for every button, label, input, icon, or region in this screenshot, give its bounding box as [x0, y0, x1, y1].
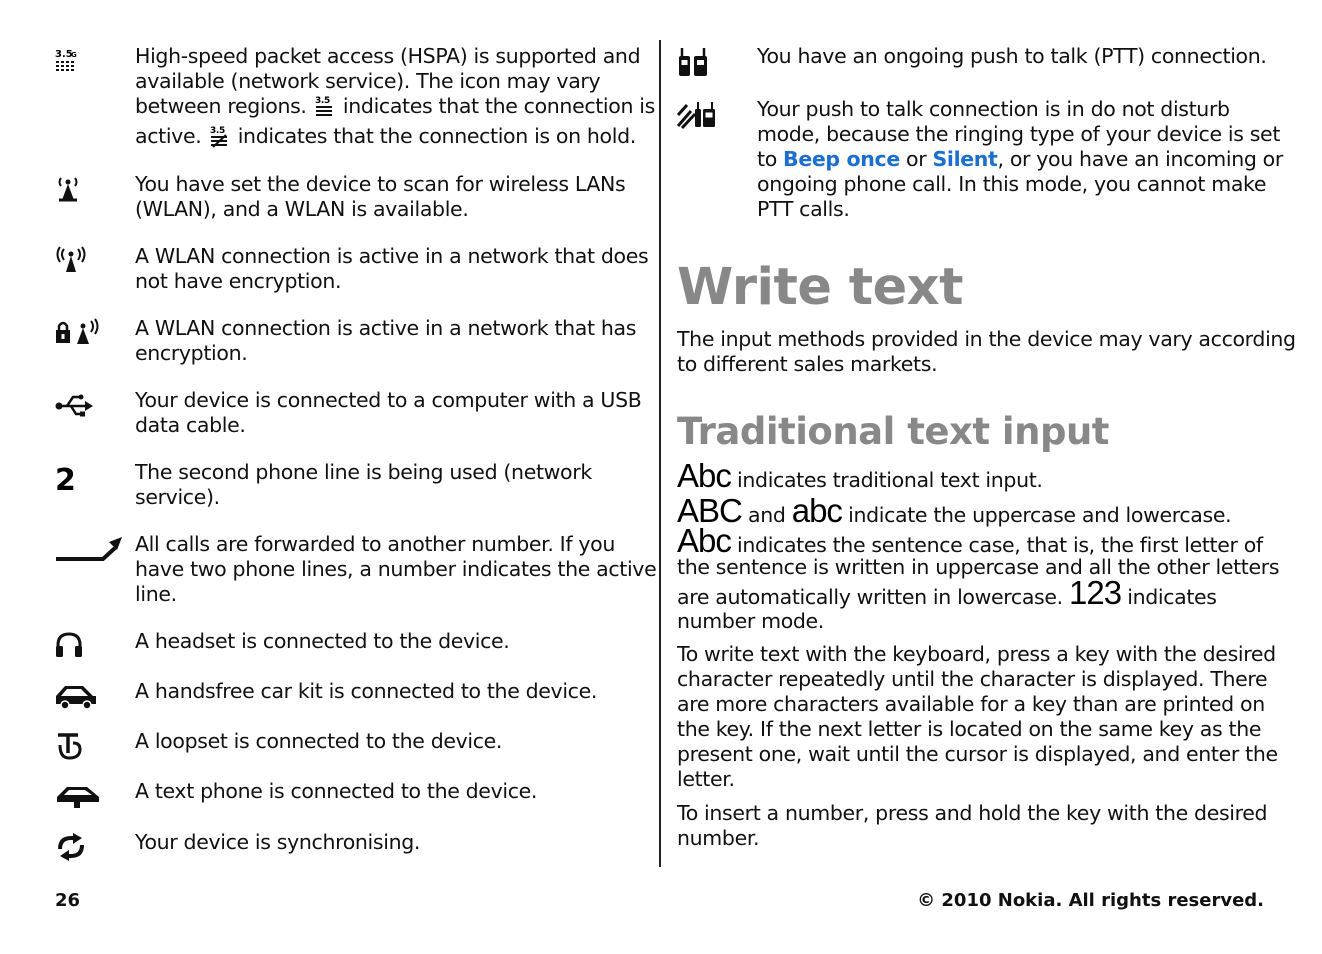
headset-row	[55, 629, 643, 663]
svg-text:2: 2	[55, 463, 76, 494]
wlan-active-line-2: not have encryption.	[135, 269, 342, 293]
sync-icon	[55, 830, 135, 864]
number-line-2: number.	[677, 826, 760, 850]
loopset-line-1: A loopset is connected to the device.	[135, 729, 503, 753]
hspa-line-2: available (network service). The icon may vary	[135, 69, 601, 93]
intro-line-1: The input methods provided in the device may vary according	[677, 327, 1296, 351]
ptt-dnd-line-3: to Beep once or Silent, or you have an incoming or	[757, 147, 1283, 171]
sync-row	[55, 830, 643, 864]
keyboard-line-1: To write text with the keyboard, press a key with the desired	[677, 642, 1276, 666]
ptt-dnd-line-1: Your push to talk connection is in do not disturb	[757, 97, 1230, 121]
number-line-1: To insert a number, press and hold the key with the desired	[677, 801, 1268, 825]
wlan-scan-line-2: (WLAN), and a WLAN is available.	[135, 197, 469, 221]
loopset-icon	[55, 729, 135, 763]
hspa-line-1: High-speed packet access (HSPA) is supported and	[135, 44, 641, 68]
abc-sentence-case-icon-2: Abc	[677, 522, 731, 559]
ptt-icon	[677, 44, 757, 78]
wlan-encrypted-line-2: encryption.	[135, 341, 248, 365]
heading-write-text: Write text	[677, 258, 963, 317]
usb-line-2: data cable.	[135, 413, 246, 437]
svg-text:3.5: 3.5	[209, 126, 225, 136]
modes-line-1: Abc indicates traditional text input.	[677, 457, 1043, 494]
wlan-encrypted-line-1: A WLAN connection is active in a network that has	[135, 316, 637, 340]
car-kit-icon	[55, 679, 135, 713]
number-paragraph	[677, 801, 1267, 851]
hspa-icon	[55, 44, 135, 78]
keyboard-line-2: character repeatedly until the character is displayed. There	[677, 667, 1268, 691]
copyright: © 2010 Nokia. All rights reserved.	[917, 890, 1264, 911]
ptt-dnd-line-4: ongoing phone call. In this mode, you cannot make	[757, 172, 1267, 196]
modes-line-3: Abc indicates the sentence case, that is, the first letter of	[677, 522, 1263, 559]
wlan-active-row	[55, 244, 649, 294]
call-forward-line-1: All calls are forwarded to another number. If you	[135, 532, 615, 556]
text-phone-row	[55, 779, 643, 813]
wlan-encrypted-icon	[55, 316, 135, 350]
call-forward-line-2: have two phone lines, a number indicates the active	[135, 557, 657, 581]
hspa-row	[55, 44, 655, 154]
keyboard-line-4: the key. If the next letter is located on the same key as the	[677, 717, 1262, 741]
call-forward-icon	[55, 532, 135, 566]
keyboard-line-3: are more characters available for a key than are printed on	[677, 692, 1265, 716]
column-divider	[659, 40, 661, 867]
page-number: 26	[55, 890, 81, 911]
hspa-active-icon	[315, 94, 335, 124]
silent-link[interactable]: Silent	[932, 147, 998, 171]
abc-lowercase-icon: abc	[791, 492, 842, 529]
beep-once-link[interactable]: Beep once	[783, 147, 900, 171]
svg-text:3.5: 3.5	[314, 96, 330, 106]
intro-paragraph	[677, 327, 1296, 377]
intro-line-2: to different sales markets.	[677, 352, 938, 376]
call-forward-line-3: line.	[135, 582, 177, 606]
ptt-dnd-line-2: mode, because the ringing type of your device is set	[757, 122, 1281, 146]
ptt-dnd-icon	[677, 97, 757, 131]
ptt-row	[677, 44, 1277, 78]
keyboard-line-5: present one, wait until the cursor is displayed, and enter the	[677, 742, 1278, 766]
wlan-active-icon	[55, 244, 135, 278]
abc-uppercase-icon: ABC	[677, 492, 742, 529]
wlan-active-line-1: A WLAN connection is active in a network that does	[135, 244, 649, 268]
svg-text:3.5: 3.5	[55, 49, 73, 60]
wlan-encrypted-row	[55, 316, 643, 366]
loopset-row	[55, 729, 643, 763]
numeric-mode-icon: 123	[1069, 574, 1122, 611]
wlan-scan-icon	[55, 172, 135, 206]
wlan-scan-line-1: You have set the device to scan for wireless LANs	[135, 172, 626, 196]
wlan-scan-row	[55, 172, 643, 222]
headset-icon	[55, 629, 135, 663]
abc-sentence-case-icon: Abc	[677, 457, 731, 494]
hspa-line-4: active. 3.5 indicates that the connection is on hold.	[135, 124, 655, 154]
car-kit-line-1: A handsfree car kit is connected to the device.	[135, 679, 598, 703]
usb-icon	[55, 388, 135, 422]
line-two-row	[55, 460, 643, 510]
svg-text:G: G	[71, 51, 77, 59]
usb-row	[55, 388, 643, 438]
line-two-line-2: service).	[135, 485, 220, 509]
modes-line-5: are automatically written in lowercase. 123 indicates	[677, 574, 1217, 611]
car-kit-row	[55, 679, 643, 713]
sync-line-1: Your device is synchronising.	[135, 830, 421, 854]
modes-line-2: ABC and abc indicate the uppercase and lowercase.	[677, 492, 1232, 529]
modes-line-4: the sentence is written in uppercase and all the other letters	[677, 555, 1280, 579]
ptt-line-1: You have an ongoing push to talk (PTT) connection.	[757, 44, 1267, 68]
headset-line-1: A headset is connected to the device.	[135, 629, 510, 653]
keyboard-line-6: letter.	[677, 767, 735, 791]
hspa-line-3: between regions. 3.5 indicates that the connection is	[135, 94, 655, 124]
call-forward-row	[55, 532, 657, 607]
line-two-icon	[55, 460, 135, 494]
ptt-dnd-line-5: PTT calls.	[757, 197, 850, 221]
line-two-line-1: The second phone line is being used (network	[135, 460, 592, 484]
usb-line-1: Your device is connected to a computer with a USB	[135, 388, 642, 412]
ptt-dnd-row	[677, 97, 1283, 222]
text-phone-icon	[55, 779, 135, 813]
modes-paragraph	[677, 458, 1279, 634]
keyboard-paragraph	[677, 642, 1278, 792]
heading-traditional-text-input: Traditional text input	[677, 410, 1109, 453]
hspa-hold-icon	[210, 124, 230, 154]
modes-line-6: number mode.	[677, 609, 824, 633]
text-phone-line-1: A text phone is connected to the device.	[135, 779, 538, 803]
